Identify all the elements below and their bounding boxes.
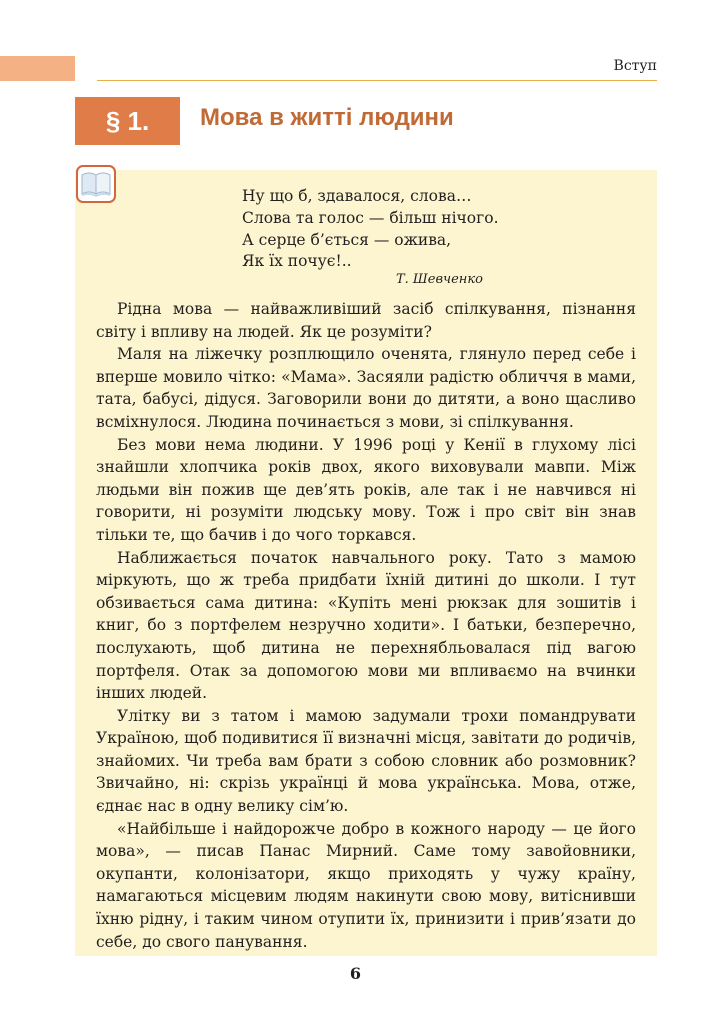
section-title: Мова в житті людини — [200, 104, 454, 131]
paragraph: Маля на ліжечку розплющило оченята, глянуло перед себе і вперше мовило чітко: «Мама». Засяяли радістю обличчя в мами, тата, бабусі, дідуся. Заговорили вони до дитяти, а воно щасливо всміхнулося. Людина починається з мови, зі спілкування. — [96, 345, 636, 431]
section-number-badge: § 1. — [75, 97, 180, 145]
paragraph: Рідна мова — найважливіший засіб спілкування, пізнання світу і впливу на людей. Як це розуміти? — [96, 300, 636, 341]
epigraph-line: Ну що б, здавалося, слова… — [242, 187, 472, 205]
paragraph: «Найбільше і найдорожче добро в кожного народу — це його мова», — писав Панас Мирний. Саме тому завойовники, окупанти, колонізатори, якщо приходять у чужу країну, намагаються місцевим людям накинути свою мову, витіснивши їхню рідну, і таким чином отупити їх, принизити і прив’язати до себе, до свого панування. — [96, 819, 636, 951]
paragraph: Наближається початок навчального року. Тато з мамою міркують, що ж треба придбати їхній дитині до школи. І тут обзивається сама дитина: «Купіть мені рюкзак для зошитів і книг, бо з портфелем незручно ходити». І батьки, безперечно, послухають, щоб дитина не перехнябльовалася під вагою портфеля. Отак за допомогою мови ми впливаємо на вчинки інших людей. — [96, 548, 636, 703]
paragraph: Без мови нема людини. У 1996 році у Кенії в глухому лісі знайшли хлопчика років двох, якого виховували мавпи. Між людьми він пожив ще дев’ять років, але так і не навчився ні говорити, ні розуміти людську мову. Тож і про світ він знав тільки те, що бачив і до чого торкався. — [96, 435, 636, 544]
header-color-tab — [0, 56, 75, 81]
paragraph: Улітку ви з татом і мамою задумали трохи помандрувати Україною, щоб подивитися її визначні місця, завітати до родичів, знайомих. Чи треба вам брати з собою словник або розмовник? Звичайно, ні: скрізь українці й мова українська. Мова, отже, єднає нас в одну велику сім’ю. — [96, 706, 636, 816]
epigraph-line: Як їх почує!.. — [242, 252, 352, 271]
running-header-section: Вступ — [613, 58, 657, 74]
epigraph-author: Т. Шевченко — [396, 272, 483, 287]
main-text — [96, 298, 636, 953]
epigraph-line: А серце б’ється — ожива, — [242, 230, 452, 249]
page-number: 6 — [349, 964, 362, 983]
open-book-icon — [76, 165, 116, 203]
epigraph — [242, 186, 499, 273]
epigraph-line: Слова та голос — більш нічого. — [242, 208, 499, 227]
header-rule — [97, 80, 657, 81]
